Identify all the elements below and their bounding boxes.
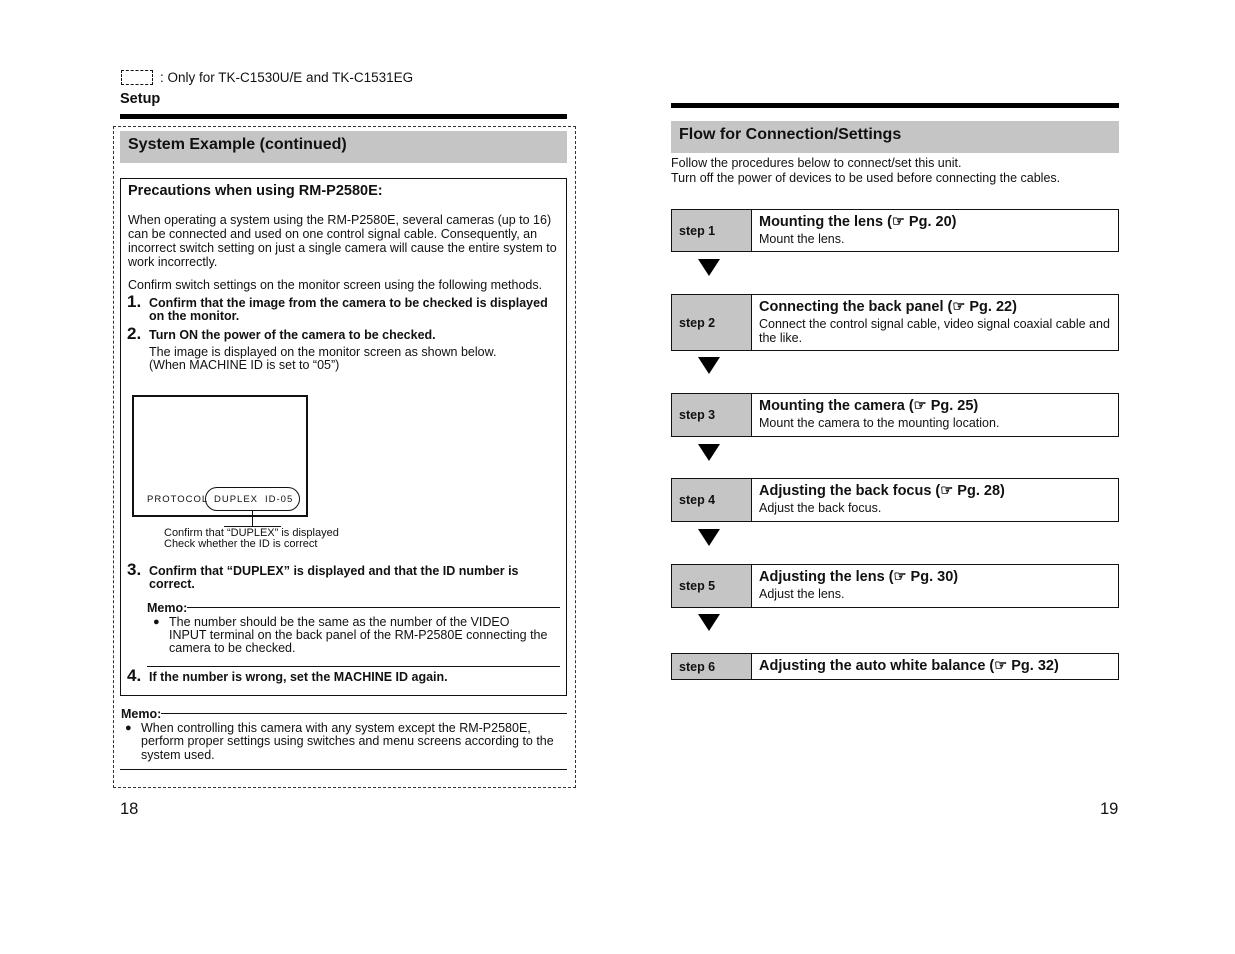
memo-rule [187,607,560,608]
step-text: Turn ON the power of the camera to be checked. [149,328,436,342]
step-label: step 4 [672,479,752,521]
memo-text: When controlling this camera with any system except the RM-P2580E, [141,721,531,735]
step-text: Confirm that “DUPLEX” is displayed and that the ID number is [149,564,519,578]
step-number: 2. [127,324,142,343]
step-title: Adjusting the lens (☞ Pg. 30) [759,569,959,585]
down-arrow-icon [698,357,720,374]
step-label: step 5 [672,565,752,607]
step-description: Mount the camera to the mounting location. [759,416,1000,430]
step-title: Adjusting the auto white balance (☞ Pg. 32) [759,658,1059,674]
step-description: Adjust the back focus. [759,501,882,515]
flow-step-3 [671,393,1119,437]
precautions-paragraph: When operating a system using the RM-P2580E, several cameras (up to 16) can be connected and used on one control signal cable. Consequently, an incorrect switch setting on just a single camera will cause the entire system to work incorrectly. [128,213,557,269]
section-label: Setup [120,91,161,107]
step-label: step 2 [672,295,752,350]
step-label: step 3 [672,394,752,436]
flow-step-4 [671,478,1119,522]
down-arrow-icon [698,259,720,276]
step-number: 3. [127,560,142,579]
memo-text: INPUT terminal on the back panel of the RM-P2580E connecting the [169,628,548,642]
memo-text: perform proper settings using switches and menu screens according to the [141,734,554,748]
flow-intro-text: Follow the procedures below to connect/set this unit. [671,156,962,170]
step-title: Adjusting the back focus (☞ Pg. 28) [759,483,1005,499]
flow-intro-text: Turn off the power of devices to be used before connecting the cables. [671,171,1061,185]
bullet-icon: ● [153,616,160,628]
monitor-protocol-text: PROTOCOL [147,494,209,505]
step-title: Connecting the back panel (☞ Pg. 22) [759,299,1017,315]
memo-text: camera to be checked. [169,641,296,655]
down-arrow-icon [698,614,720,631]
step-number: 4. [127,666,142,685]
step-number: 1. [127,292,142,311]
callout-text: Check whether the ID is correct [164,538,318,550]
flow-step-5 [671,564,1119,608]
step-text: correct. [149,577,195,591]
page-number-right: 19 [1100,800,1119,818]
step-description: Adjust the lens. [759,587,845,601]
down-arrow-icon [698,529,720,546]
memo-label: Memo: [121,707,162,721]
step-label: step 6 [672,654,752,679]
page-number-left: 18 [120,800,139,818]
header-rule [671,103,1119,108]
flow-step-1 [671,209,1119,252]
flow-step-6 [671,653,1119,680]
step-text: on the monitor. [149,309,240,323]
step-subtext: (When MACHINE ID is set to “05”) [149,358,340,372]
memo-rule [120,769,567,770]
step-description: Mount the lens. [759,232,845,246]
step-title: Mounting the camera (☞ Pg. 25) [759,398,979,414]
step-text: If the number is wrong, set the MACHINE ID again. [149,670,448,684]
precautions-paragraph-methods: Confirm switch settings on the monitor screen using the following methods. [128,278,543,292]
memo-text: The number should be the same as the number of the VIDEO [169,615,510,629]
callout-leader-line [252,511,253,527]
step-subtext: The image is displayed on the monitor screen as shown below. [149,345,497,359]
precautions-title: Precautions when using RM-P2580E: [128,183,383,199]
section-title-band: System Example (continued) [120,131,567,163]
step-text: Confirm that the image from the camera to be checked is displayed [149,296,548,310]
memo-rule [161,713,567,714]
monitor-id-text: ID-05 [265,494,294,505]
bullet-icon: ● [125,722,132,734]
step-description: Connect the control signal cable, video signal coaxial cable and the like. [759,317,1110,345]
step-label: step 1 [672,210,752,251]
step-title: Mounting the lens (☞ Pg. 20) [759,214,957,230]
memo-label: Memo: [147,601,188,615]
memo-text: system used. [141,748,215,762]
monitor-duplex-text: DUPLEX [214,494,259,505]
model-legend-text: : Only for TK-C1530U/E and TK-C1531EG [160,70,414,85]
section-title-band: Flow for Connection/Settings [671,121,1119,153]
dashed-legend-box-icon [121,70,153,85]
callout-text: Confirm that “DUPLEX” is displayed [164,527,339,539]
memo-rule [147,666,560,667]
header-rule [120,114,567,119]
flow-step-2 [671,294,1119,351]
down-arrow-icon [698,444,720,461]
